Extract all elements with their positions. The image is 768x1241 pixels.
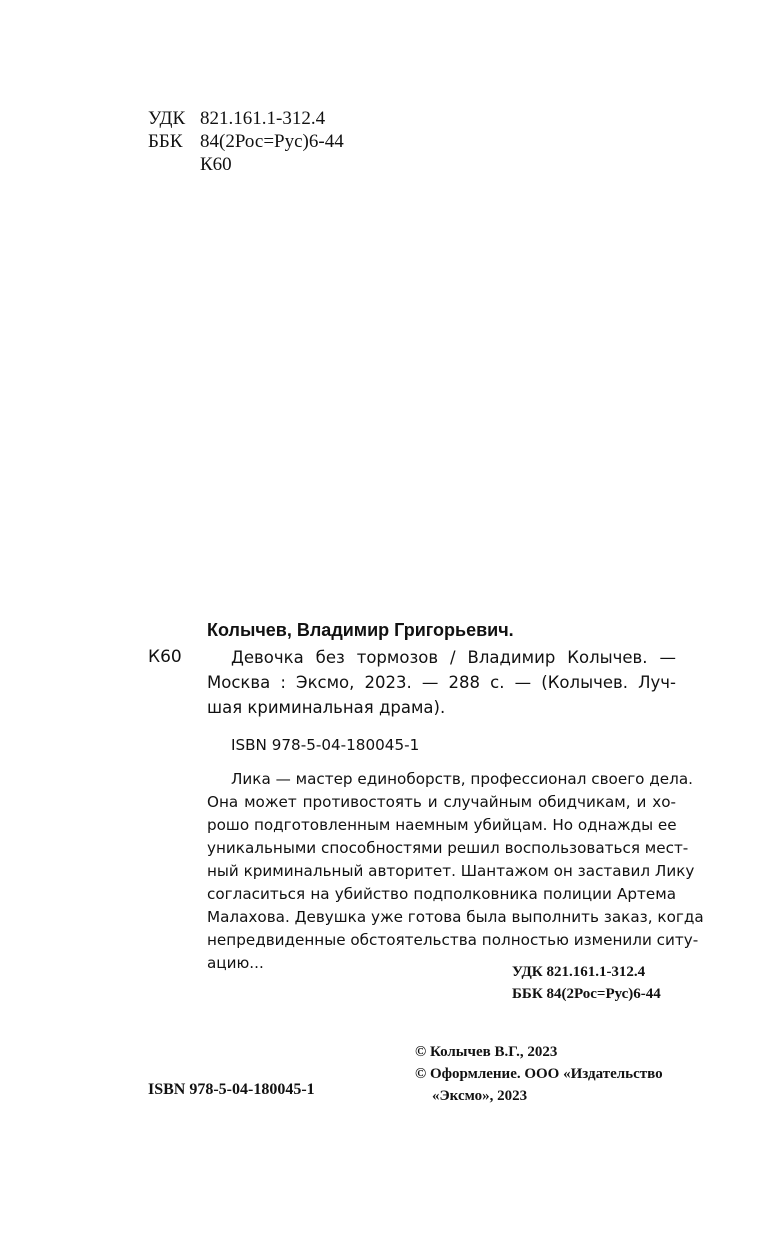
cutter-code-entry: К60 <box>148 647 182 667</box>
copyright-author: © Колычев В.Г., 2023 <box>415 1044 558 1060</box>
udk-label: УДК <box>148 108 186 129</box>
annotation-line-1: Лика — мастер единоборств, профессионал своего дела. <box>231 770 693 788</box>
annotation-line-2: Она может противостоять и случайным обидчикам, и хо- <box>207 793 676 811</box>
isbn-bottom: ISBN 978-5-04-180045-1 <box>148 1081 315 1098</box>
udk-code-bottom: УДК 821.161.1-312.4 <box>512 964 646 980</box>
bbk-line <box>148 131 344 153</box>
bbk-label: ББК <box>148 131 183 152</box>
annotation-line-9: ацию... <box>207 954 264 972</box>
copyright-design: © Оформление. ООО «Издательство <box>415 1066 663 1082</box>
udk-value: 821.161.1-312.4 <box>200 108 326 129</box>
title-line-1: Девочка без тормозов / Владимир Колычев. — <box>231 648 676 667</box>
annotation-line-3: рошо подготовленным наемным убийцам. Но однажды ее <box>207 816 677 834</box>
bbk-value: 84(2Рос=Рус)6-44 <box>200 131 344 152</box>
title-line-3: шая криминальная драма). <box>207 698 446 717</box>
bbk-code-bottom: ББК 84(2Рос=Рус)6-44 <box>512 986 661 1002</box>
author-heading: Колычев, Владимир Григорьевич. <box>207 620 514 640</box>
annotation-line-8: непредвиденные обстоятельства полностью изменили ситу- <box>207 931 699 949</box>
annotation-line-5: ный криминальный авторитет. Шантажом он заставил Лику <box>207 862 695 880</box>
annotation-line-7: Малахова. Девушка уже готова была выполнить заказ, когда <box>207 908 704 926</box>
annotation-line-4: уникальными способностями решил воспользоваться мест- <box>207 839 689 857</box>
cutter-code-top: К60 <box>200 154 232 175</box>
title-line-2: Москва : Эксмо, 2023. — 288 с. — (Колычев. Луч- <box>207 673 676 692</box>
isbn-entry: ISBN 978-5-04-180045-1 <box>231 736 420 754</box>
annotation-line-6: согласиться на убийство подполковника полиции Артема <box>207 885 676 903</box>
udk-line <box>148 108 325 130</box>
copyright-publisher: «Эксмо», 2023 <box>432 1088 528 1104</box>
